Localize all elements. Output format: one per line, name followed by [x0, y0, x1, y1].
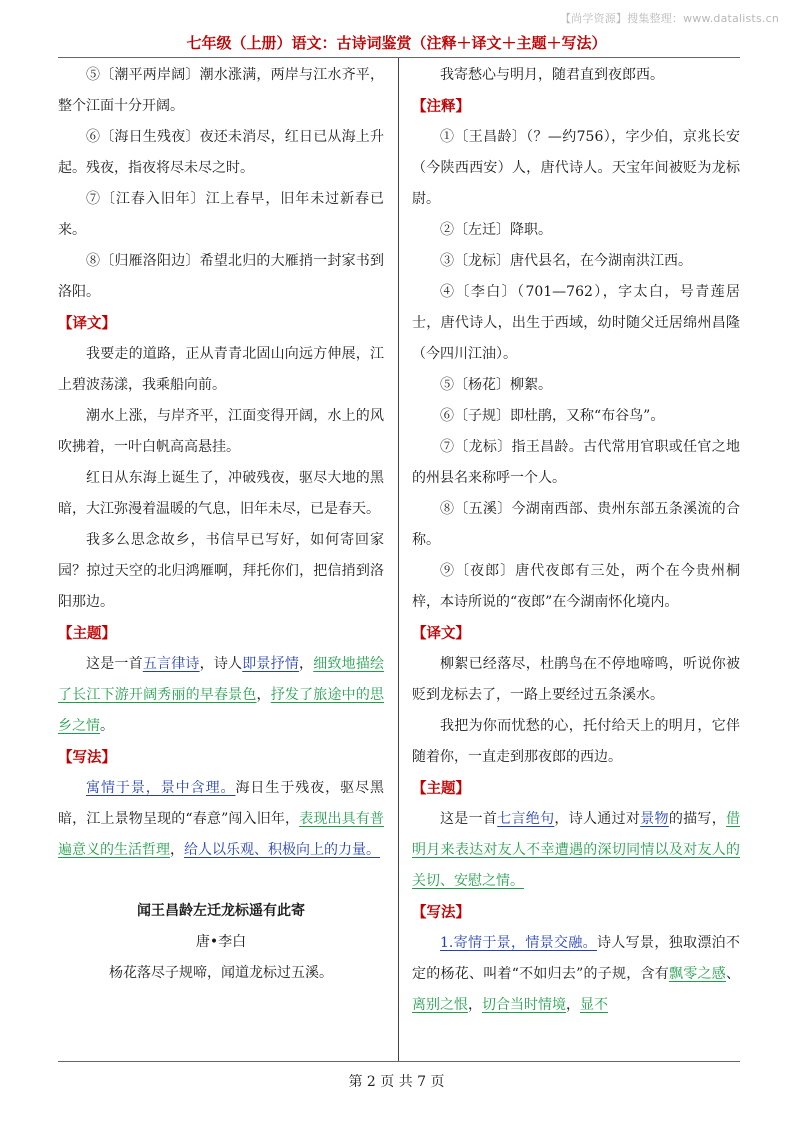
key-phrase-highlight: 显不: [580, 997, 608, 1013]
translation-paragraph: 我把为你而忧愁的心，托付给天上的明月，它伴随着你，一直走到那夜郎的西边。: [412, 718, 740, 765]
method-text: ，: [566, 997, 580, 1013]
notes-heading: 【注释】: [412, 99, 470, 115]
theme-text: 。: [100, 718, 114, 734]
key-phrase-highlight: 抒发了旅途中的思乡之情: [58, 687, 385, 734]
method-text: 、: [726, 966, 740, 982]
note-item: ⑧〔五溪〕今湖南西部、贵州东部五条溪流的合称。: [412, 501, 740, 548]
theme-text: 的描写，: [668, 811, 727, 827]
page-number: 第 2 页 共 7 页: [348, 1074, 445, 1090]
column-divider: [398, 58, 399, 1061]
note-item: ⑧〔归雁洛阳边〕希望北归的大雁捎一封家书到洛阳。: [58, 253, 384, 300]
theme-text: ，诗人通过对: [554, 811, 641, 827]
note-item: ⑨〔夜郎〕唐代夜郎有三处，两个在今贵州桐梓，本诗所说的“夜郎”在今湖南怀化境内。: [412, 563, 740, 610]
keyword-highlight: 景物: [640, 811, 669, 827]
key-phrase-highlight: 借明月来表达对友人不幸遭遇的深切同情以及对友人的关切、安慰之情。: [412, 811, 741, 889]
footer-divider: [58, 1061, 740, 1062]
keyword-highlight: 即景抒情: [242, 656, 300, 672]
method-paragraph: [58, 773, 384, 866]
theme-paragraph: [412, 804, 740, 897]
theme-heading: 【主题】: [412, 781, 470, 797]
page-title: 七年级（上册）语文：古诗词鉴赏（注释＋译文＋主题＋写法）: [186, 34, 607, 52]
note-item: ④〔李白〕（701—762），字太白，号青莲居士，唐代诗人，出生于西域，幼时随父迁居绵州昌隆（今四川江油）。: [412, 284, 740, 362]
method-text: 海日生于残夜，驱尽黑暗，江上景物呈现的“春意”闯入旧年，: [58, 780, 385, 827]
theme-heading: 【主题】: [58, 626, 116, 642]
note-item: ⑦〔龙标〕指王昌龄。古代常用官职或任官之地的州县名来称呼一个人。: [412, 439, 740, 486]
poem-line: 我寄愁心与明月，随君直到夜郎西。: [440, 67, 664, 83]
method-text: 诗人写景，独取漂泊不定的杨花、叫着“不如归去”的子规，含有: [412, 935, 741, 982]
header-divider: [58, 57, 740, 58]
method-heading: 【写法】: [412, 905, 470, 921]
note-item: ⑥〔海日生残夜〕夜还未消尽，红日已从海上升起。残夜，指夜将尽未尽之时。: [58, 129, 384, 176]
translation-paragraph: 潮水上涨，与岸齐平，江面变得开阔，水上的风吹拂着，一叶白帆高高悬挂。: [58, 408, 384, 455]
method-heading: 【写法】: [58, 750, 116, 766]
watermark: 【尚学资源】搜集整理：www.datalists.cn: [559, 12, 779, 25]
theme-text: 这是一首: [86, 656, 143, 672]
theme-text: ，: [256, 687, 271, 703]
keyword-highlight: 1.寄情于景，情景交融。: [440, 935, 598, 951]
theme-text: ，诗人: [199, 656, 243, 672]
note-item: ③〔龙标〕唐代县名，在今湖南洪江西。: [440, 253, 692, 269]
method-paragraph: [412, 928, 740, 1021]
keyword-highlight: 五言律诗: [142, 656, 200, 672]
poem-line: 杨花落尽子规啼，闻道龙标过五溪。: [109, 965, 333, 981]
poem-title: 闻王昌龄左迁龙标遥有此寄: [137, 903, 305, 919]
key-phrase-highlight: 飘零之感: [669, 966, 726, 982]
method-text: ，: [170, 842, 184, 858]
key-phrase-highlight: 表现出具有普遍意义的生活哲理: [58, 811, 384, 858]
note-item: ⑤〔杨花〕柳絮。: [440, 377, 552, 393]
key-phrase-highlight: 离别之恨: [412, 997, 468, 1013]
translation-heading: 【译文】: [58, 316, 116, 332]
note-item: ⑤〔潮平两岸阔〕潮水涨满，两岸与江水齐平，整个江面十分开阔。: [58, 67, 384, 114]
note-item: ②〔左迁〕降职。: [440, 222, 552, 238]
keyword-highlight: 寓情于景，景中含理。: [86, 780, 236, 796]
translation-heading: 【译文】: [412, 626, 470, 642]
method-text: ，: [468, 997, 482, 1013]
theme-paragraph: [58, 649, 384, 742]
key-phrase-highlight: 细致地描绘了长江下游开阔秀丽的早春景色: [58, 656, 385, 703]
right-column: [412, 60, 740, 1021]
keyword-highlight: 给人以乐观、积极向上的力量。: [184, 842, 380, 858]
theme-text: 这是一首: [440, 811, 498, 827]
poem-author: 唐•李白: [195, 934, 247, 950]
key-phrase-highlight: 切合当时情境: [482, 997, 566, 1013]
note-item: ⑥〔子规〕即杜鹃，又称“布谷鸟”。: [440, 408, 665, 424]
theme-text: ，: [299, 656, 314, 672]
translation-paragraph: 柳絮已经落尽，杜鹃鸟在不停地啼鸣，听说你被贬到龙标去了，一路上要经过五条溪水。: [412, 656, 740, 703]
note-item: ①〔王昌龄〕（？—约756），字少伯，京兆长安（今陕西西安）人，唐代诗人。天宝年间被贬为龙标尉。: [412, 129, 740, 207]
note-item: ⑦〔江春入旧年〕江上春早，旧年未过新春已来。: [58, 191, 384, 238]
translation-paragraph: 我多么思念故乡，书信早已写好，如何寄回家园？掠过天空的北归鸿雁啊，拜托你们，把信捎到洛阳那边。: [58, 532, 384, 610]
keyword-highlight: 七言绝句: [497, 811, 555, 827]
left-column: [58, 60, 384, 989]
translation-paragraph: 我要走的道路，正从青青北固山向远方伸展，江上碧波荡漾，我乘船向前。: [58, 346, 384, 393]
translation-paragraph: 红日从东海上诞生了，冲破残夜，驱尽大地的黑暗，大江弥漫着温暖的气息，旧年未尽，已是春天。: [58, 470, 384, 517]
